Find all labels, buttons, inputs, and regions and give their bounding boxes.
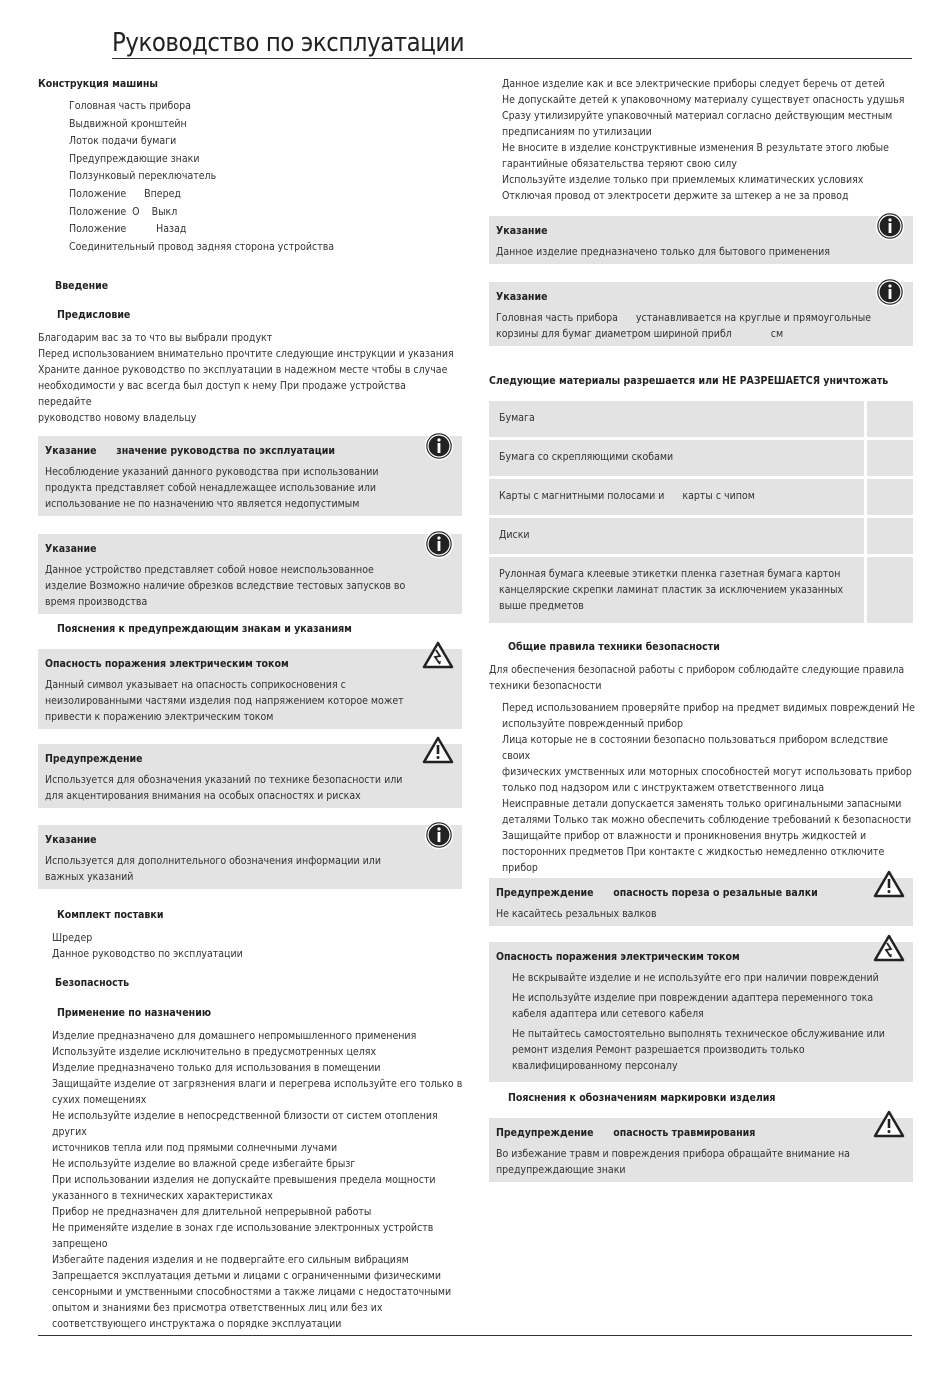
box-text: Используется для обозначения указаний по технике безопасности или для акцентирования внимания на особых опасностях и рисках — [45, 774, 403, 802]
material-name: Карты с магнитными полосами и карты с чипом — [489, 478, 866, 517]
list-item: Положение Вперед — [69, 187, 181, 200]
safety-line: посторонних предметов При контакте с жидкостью немедленно отключите прибор — [502, 846, 885, 874]
list-item: Головная часть прибора — [69, 100, 191, 112]
use-line: Изделие предназначено только для использования в помещении — [52, 1062, 381, 1074]
use-line: Не используйте изделие в непосредственной близости от систем отопления других — [52, 1110, 438, 1138]
delivery-list — [52, 930, 462, 962]
foreword-line: Перед использованием внимательно прочтите следующие инструкции и указания — [38, 348, 454, 360]
safety-line: Лица которые не в состоянии безопасно пользоваться прибором вследствие своих — [502, 734, 889, 762]
note-title: Указание — [45, 543, 97, 555]
material-name: Бумага со скрепляющими скобами — [489, 439, 866, 478]
foreword-line: необходимости у вас всегда был доступ к нему При продаже устройства передайте — [38, 380, 406, 408]
shock-list — [512, 970, 903, 1074]
note-text: Несоблюдение указаний данного руководства при использовании продукта представляет собой ненадлежащее использование или использование не по назначению что является недопустимым — [45, 466, 379, 510]
intended-use-heading: Применение по назначению — [57, 1007, 212, 1019]
material-name: Диски — [489, 517, 866, 556]
general-safety-intro: Для обеспечения безопасной работы с прибором соблюдайте следующие правила техники безопасности — [489, 664, 905, 692]
list-item: Данное руководство по эксплуатации — [52, 948, 243, 960]
use-line: Запрещается эксплуатация детьми и лицами с ограниченными физическими — [52, 1270, 441, 1282]
list-item: Шредер — [52, 932, 93, 944]
note-manual-meaning — [38, 436, 462, 516]
info-icon — [875, 277, 905, 312]
safety-line: гарантийные обязательства теряют свою силу — [502, 158, 737, 170]
box-title: Опасность поражения электрическим током — [45, 658, 289, 670]
table-row — [489, 556, 913, 625]
safety-line: Данное изделие как и все электрические приборы следует беречь от детей — [502, 78, 885, 90]
use-line: Защищайте изделие от загрязнения влаги и перегрева используйте его только в — [52, 1078, 463, 1090]
safety-line: Перед использованием проверяйте прибор на предмет видимых повреждений Не — [502, 702, 915, 714]
info-icon — [424, 529, 454, 564]
list-item: Не пытайтесь самостоятельно выполнять техническое обслуживание или ремонт изделия Ремонт разрешается производить только квалифицированному персоналу — [512, 1028, 885, 1072]
injury-warning-box — [489, 1118, 913, 1182]
warning-icon — [873, 1110, 905, 1143]
box-title: Предупреждение — [45, 753, 143, 765]
warning-icon — [873, 870, 905, 903]
list-item: Соединительный провод задняя сторона устройства — [69, 240, 335, 253]
note-additional-info — [38, 825, 462, 889]
construction-section — [38, 76, 462, 256]
safety-line: Сразу утилизируйте упаковочный материал согласно действующим местным — [502, 110, 893, 122]
safety-line: Неисправные детали допускается заменять только оригинальными запасными — [502, 798, 902, 810]
foreword-line: Благодарим вас за то что вы выбрали продукт — [38, 332, 273, 344]
material-mark — [866, 439, 914, 478]
delivery-heading: Комплект поставки — [57, 909, 164, 921]
note-text: Используется для дополнительного обозначения информации или важных указаний — [45, 855, 381, 883]
note-text: Данное устройство представляет собой новое неиспользованное изделие Возможно наличие обрезков вследствие тестовых запусков во время производства — [45, 564, 406, 608]
warning-box — [38, 744, 462, 808]
foreword-line: Храните данное руководство по эксплуатации в надежном месте чтобы в случае — [38, 364, 448, 376]
list-item: Положение Назад — [69, 223, 187, 236]
shock-danger-box — [489, 942, 913, 1082]
note-text: Данное изделие предназначено только для бытового применения — [496, 246, 830, 258]
safety-line: Отключая провод от электросети держите за штекер а не за провод — [502, 190, 849, 202]
safety-heading: Безопасность — [55, 977, 130, 989]
warning-icon — [422, 736, 454, 769]
construction-list — [69, 98, 462, 256]
info-icon — [424, 431, 454, 466]
info-icon — [424, 820, 454, 855]
material-mark — [866, 556, 914, 625]
info-icon — [875, 211, 905, 246]
safety-line: физических умственных или моторных способностей могут использовать прибор — [502, 766, 912, 778]
use-line: опытом и знаниями без присмотра ответственных лиц или без их — [52, 1302, 383, 1314]
use-line: Не используйте изделие во влажной среде избегайте брызг — [52, 1158, 356, 1170]
list-item: Ползунковый переключатель — [69, 170, 217, 183]
page-title: Руководство по эксплуатации — [112, 28, 465, 59]
list-item: Лоток подачи бумаги — [69, 135, 177, 148]
safety-line: предписаниям по утилизации — [502, 126, 652, 138]
list-item: Не используйте изделие при повреждении адаптера переменного тока кабеля адаптера или сетевого кабеля — [512, 992, 874, 1020]
note-title: Указание — [45, 834, 97, 846]
safety-line: Защищайте прибор от влажности и проникновения внутрь жидкостей и — [502, 830, 867, 842]
use-line: Изделие предназначено для домашнего непромышленного применения — [52, 1030, 417, 1042]
list-item: Положение O Выкл — [69, 205, 178, 218]
material-mark — [866, 478, 914, 517]
note-new-device — [38, 534, 462, 614]
material-mark — [866, 401, 914, 439]
use-line: сенсорными и умственными способностями а также лицами с недостаточными — [52, 1286, 452, 1298]
list-item: Предупреждающие знаки — [69, 152, 200, 165]
general-safety-text — [502, 700, 919, 892]
material-mark — [866, 517, 914, 556]
box-title: Предупреждение опасность травмирования — [496, 1127, 756, 1139]
note-home-use — [489, 216, 913, 264]
note-text: Головная часть прибора устанавливается на круглые и прямоугольные корзины для бумаг диаметром шириной прибл см — [496, 312, 875, 340]
table-row — [489, 517, 913, 556]
box-title: Предупреждение опасность пореза о резальные валки — [496, 887, 818, 899]
safety-line: Не допускайте детей к упаковочному материалу существует опасность удушья — [502, 94, 905, 106]
note-title: Указание — [496, 291, 548, 303]
safety-line: Не вносите в изделие конструктивные изменения В результате этого любые — [502, 142, 889, 154]
use-line: Не применяйте изделие в зонах где использование электронных устройств — [52, 1222, 434, 1234]
use-line: соответствующего инструктажа о порядке эксплуатации — [52, 1318, 342, 1330]
construction-heading: Конструкция машины — [38, 78, 158, 90]
use-line: Прибор не предназначен для длительной непрерывной работы — [52, 1206, 372, 1218]
material-name: Бумага — [489, 401, 866, 439]
cut-warning-box — [489, 878, 913, 926]
safety-line: Используйте изделие только при приемлемых климатических условиях — [502, 174, 864, 186]
foreword-heading: Предисловие — [57, 309, 131, 321]
box-text: Данный символ указывает на опасность соприкосновения с неизолированными частями изделия под напряжением которое может привести к поражению электрическим током — [45, 679, 404, 723]
use-line: сухих помещениях — [52, 1094, 147, 1106]
safety-line: только под надзором или с инструктажем ответственного лица — [502, 782, 825, 794]
footer-rule — [38, 1335, 912, 1336]
foreword-line: руководство новому владельцу — [38, 412, 197, 424]
materials-heading: Следующие материалы разрешается или НЕ РАЗРЕШАЕТСЯ уничтожать — [489, 375, 889, 387]
note-head-basket — [489, 282, 913, 346]
signs-heading: Пояснения к предупреждающим знакам и указаниям — [57, 623, 352, 635]
header-rule — [112, 58, 912, 59]
table-row — [489, 401, 913, 439]
use-line: запрещено — [52, 1238, 108, 1250]
use-line: Используйте изделие исключительно в предусмотренных целях — [52, 1046, 377, 1058]
list-item: Выдвижной кронштейн — [69, 117, 187, 130]
intro-heading: Введение — [55, 280, 109, 292]
use-line: При использовании изделия не допускайте превышения предела мощности — [52, 1174, 436, 1186]
table-row — [489, 439, 913, 478]
material-name: Рулонная бумага клеевые этикетки пленка газетная бумага картон канцелярские скрепки ламинат пластик за исключением указанных выше предметов — [489, 556, 866, 625]
marking-heading: Пояснения к обозначениям маркировки изделия — [508, 1092, 776, 1104]
general-safety-heading: Общие правила техники безопасности — [508, 641, 720, 653]
safety-line: используйте поврежденный прибор — [502, 718, 684, 730]
box-title: Опасность поражения электрическим током — [496, 951, 740, 963]
list-item: Не вскрывайте изделие и не используйте его при наличии повреждений — [512, 972, 879, 984]
table-row — [489, 478, 913, 517]
electric-hazard-icon — [873, 934, 905, 967]
electric-hazard-icon — [422, 641, 454, 674]
box-text: Не касайтесь резальных валков — [496, 908, 657, 920]
note-title: Указание значение руководства по эксплуатации — [45, 445, 335, 457]
danger-shock-box — [38, 649, 462, 729]
intended-use-text — [52, 1028, 468, 1332]
materials-table — [489, 401, 913, 626]
safety-line: деталями Только так можно обеспечить соблюдение требований к безопасности — [502, 814, 912, 826]
note-title: Указание — [496, 225, 548, 237]
use-line: Избегайте падения изделия и не подвергайте его сильным вибрациям — [52, 1254, 409, 1266]
use-line: указанного в технических характеристиках — [52, 1190, 273, 1202]
child-safety-text — [502, 76, 919, 204]
foreword-text — [38, 330, 462, 426]
use-line: источников тепла или под прямыми солнечными лучами — [52, 1142, 338, 1154]
box-text: Во избежание травм и повреждения прибора обращайте внимание на предупреждающие знаки — [496, 1148, 850, 1176]
